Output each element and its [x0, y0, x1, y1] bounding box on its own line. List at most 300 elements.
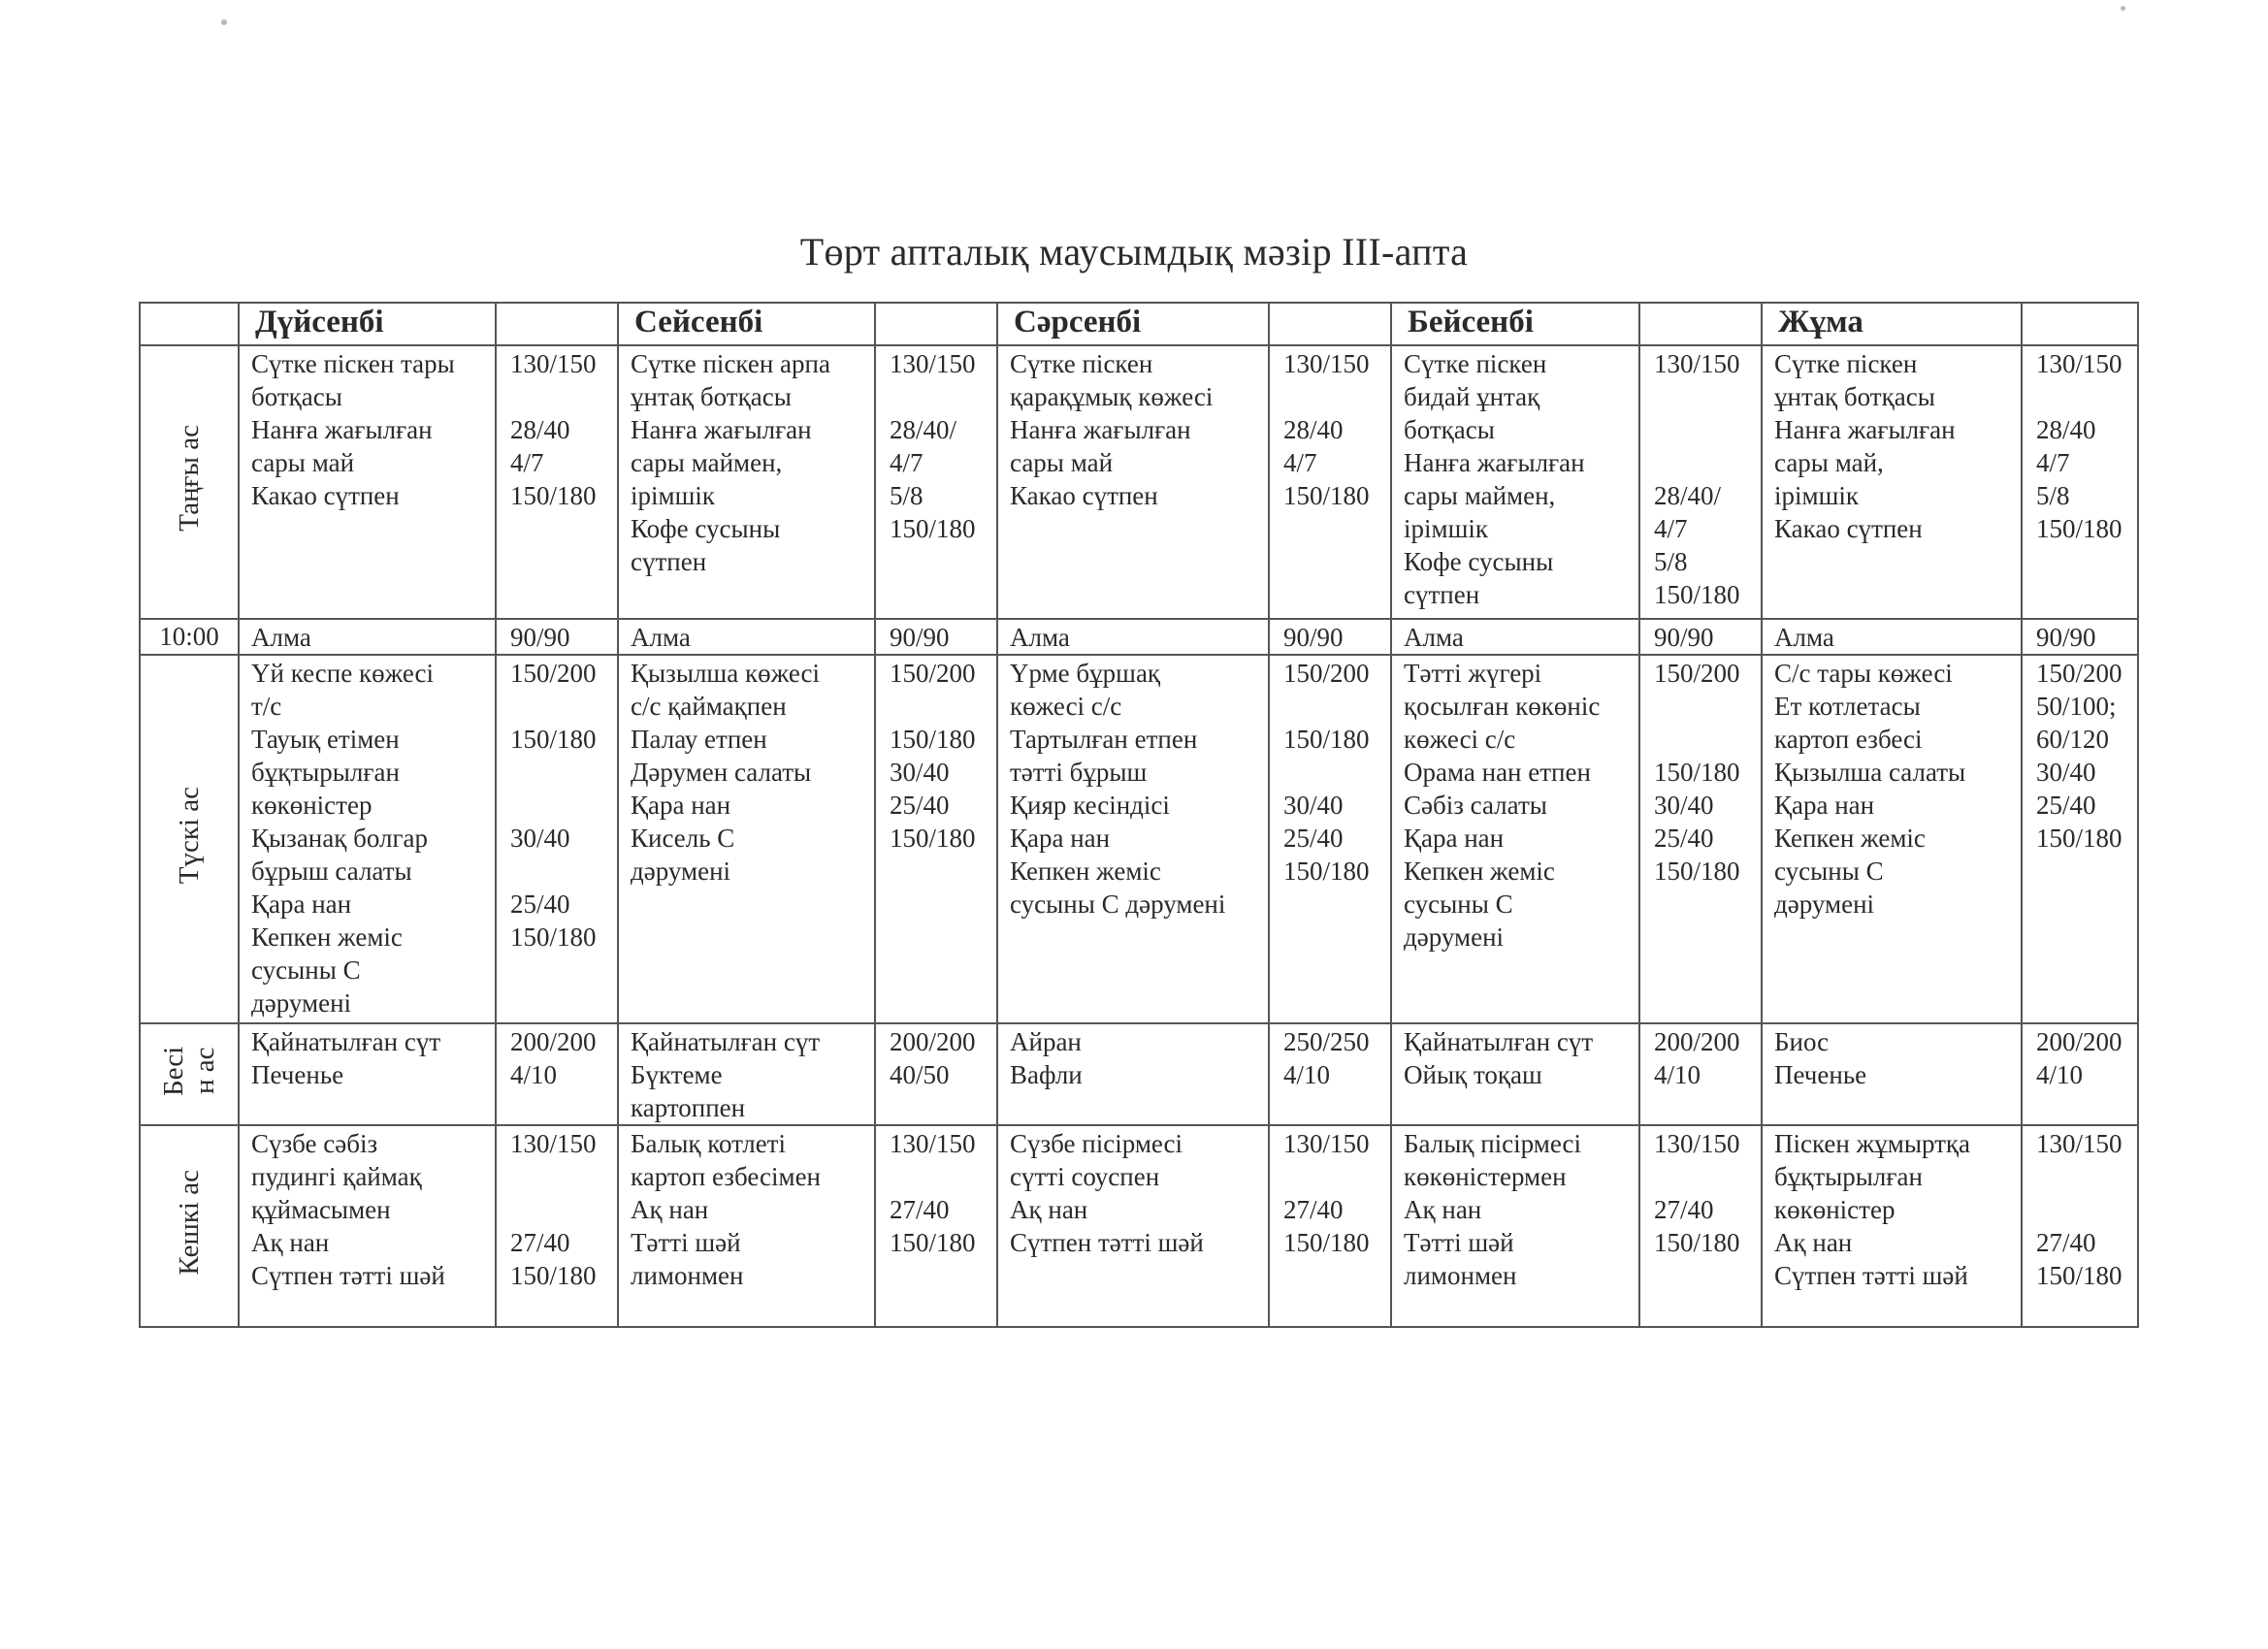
dish-line: Ақ нан	[1774, 1228, 1853, 1257]
portion-spacer	[1283, 756, 1382, 789]
header-row	[140, 303, 2138, 345]
portion-value: 4/10	[1283, 1060, 1331, 1089]
dish-line: дәрумені	[251, 988, 352, 1018]
portion-spacer	[890, 545, 988, 578]
dish-line: Кепкен жеміс	[1010, 857, 1161, 886]
dish-line: Тартылған етпен	[1010, 725, 1198, 754]
portion-cell	[1639, 1023, 1762, 1125]
dish-line: сусыны С	[1774, 857, 1884, 886]
portion-value: 150/180	[1654, 580, 1740, 609]
meal-label: Кешкі ас	[174, 1169, 205, 1276]
portion-value: 130/150	[510, 349, 597, 378]
dish-cell	[997, 1023, 1269, 1125]
dish-line: бұқтырылған	[251, 758, 400, 787]
portion-value: 27/40	[510, 1228, 570, 1257]
portion-value: 150/200	[2036, 659, 2122, 688]
portion-spacer	[890, 1259, 988, 1292]
dish-line: Кепкен жеміс	[1774, 824, 1926, 853]
portion-value: 150/180	[890, 514, 976, 543]
dish-cell	[239, 1023, 496, 1125]
dish-line: Ойық тоқаш	[1404, 1060, 1542, 1089]
qty-header-cell	[1269, 303, 1391, 345]
portion-spacer	[1283, 888, 1382, 921]
portion-value: 25/40	[510, 889, 570, 919]
dish-line: Ақ нан	[251, 1228, 330, 1257]
portion-spacer	[510, 986, 609, 1019]
dish-line: Тәтті шәй	[1404, 1228, 1514, 1257]
menu-table	[139, 302, 2139, 1328]
dish-line: Алма	[1404, 623, 1464, 652]
portion-spacer	[510, 1160, 609, 1193]
dish-cell	[1391, 345, 1639, 619]
portion-cell	[2022, 619, 2138, 655]
dish-line: Қара нан	[1010, 824, 1111, 853]
portion-spacer	[1654, 888, 1753, 921]
dish-cell	[618, 1125, 875, 1327]
portion-value: 28/40/	[890, 415, 957, 444]
portion-cell	[2022, 1023, 2138, 1125]
dish-line: пудингі қаймақ	[251, 1162, 422, 1191]
dish-line: Кофе сусыны	[631, 514, 781, 543]
meal-label	[158, 1027, 220, 1115]
portion-cell	[1269, 655, 1391, 1023]
portion-value: 5/8	[890, 481, 923, 510]
portion-value: 25/40	[1654, 824, 1714, 853]
portion-value: 130/150	[2036, 349, 2122, 378]
dish-line: Кисель С	[631, 824, 735, 853]
portion-cell	[1269, 619, 1391, 655]
scan-speck	[221, 19, 227, 25]
dish-line: қарақұмық көжесі	[1010, 382, 1214, 411]
portion-value: 90/90	[1654, 623, 1714, 652]
dish-line: Ақ нан	[631, 1195, 709, 1224]
portion-value: 150/180	[2036, 514, 2122, 543]
dish-line: С/с тары көжесі	[1774, 659, 1953, 688]
dish-line: т/с	[251, 692, 282, 721]
portion-value: 4/10	[2036, 1060, 2084, 1089]
dish-line: сары май,	[1774, 448, 1884, 477]
portion-value: 130/150	[1283, 1129, 1370, 1158]
portion-value: 200/200	[1654, 1027, 1740, 1056]
dish-line: сусыны С	[1404, 889, 1513, 919]
portion-value: 250/250	[1283, 1027, 1370, 1056]
portion-value: 150/180	[890, 725, 976, 754]
portion-value: 90/90	[890, 623, 950, 652]
dish-line: Ақ нан	[1010, 1195, 1088, 1224]
dish-cell	[1762, 1023, 2022, 1125]
portion-cell	[496, 655, 618, 1023]
dish-line: Биос	[1774, 1027, 1830, 1056]
portion-value: 200/200	[890, 1027, 976, 1056]
dish-line: Үрме бұршақ	[1010, 659, 1161, 688]
dish-line: Балық котлеті	[631, 1129, 786, 1158]
portion-spacer	[2036, 1160, 2129, 1193]
scan-speck	[2121, 6, 2125, 11]
dish-line: с/с қаймақпен	[631, 692, 787, 721]
portion-value: 130/150	[890, 1129, 976, 1158]
portion-spacer	[1654, 921, 1753, 954]
portion-value: 130/150	[1654, 349, 1740, 378]
portion-cell	[1269, 1125, 1391, 1327]
portion-value: 27/40	[2036, 1228, 2096, 1257]
portion-value: 30/40	[1283, 791, 1344, 820]
dish-line: Тәтті жүгері	[1404, 659, 1542, 688]
portion-spacer	[510, 1193, 609, 1226]
portion-value: 4/7	[510, 448, 544, 477]
portion-value: 150/200	[1654, 659, 1740, 688]
dish-line: Какао сүтпен	[251, 481, 400, 510]
dish-line: Қара нан	[251, 889, 352, 919]
portion-value: 4/10	[510, 1060, 558, 1089]
dish-line: Нанға жағылған	[1404, 448, 1585, 477]
portion-value: 30/40	[510, 824, 570, 853]
dish-line: сүтпен	[1404, 580, 1480, 609]
portion-cell	[875, 619, 997, 655]
dish-line: Нанға жағылған	[251, 415, 433, 444]
dish-line: Сүтке піскен	[1774, 349, 1918, 378]
portion-cell	[2022, 345, 2138, 619]
dish-line: көжесі с/с	[1010, 692, 1122, 721]
portion-value: 28/40	[510, 415, 570, 444]
portion-spacer	[2036, 855, 2129, 888]
dish-line: лимонмен	[631, 1261, 744, 1290]
dish-cell	[997, 345, 1269, 619]
portion-value: 60/120	[2036, 725, 2110, 754]
dish-line: Қайнатылған сүт	[251, 1027, 441, 1056]
meal-label-cell	[140, 1023, 239, 1125]
dish-line: Печенье	[1774, 1060, 1867, 1089]
dish-line: ірімшік	[1774, 481, 1859, 510]
dish-line: сусыны С дәрумені	[1010, 889, 1226, 919]
portion-spacer	[2036, 1193, 2129, 1226]
dish-line: Қызылша көжесі	[631, 659, 821, 688]
portion-value: 28/40	[2036, 415, 2096, 444]
dish-line: тәтті бұрыш	[1010, 758, 1148, 787]
portion-value: 30/40	[2036, 758, 2096, 787]
dish-line: сары май	[1010, 448, 1114, 477]
portion-cell	[1639, 655, 1762, 1023]
portion-value: 25/40	[2036, 791, 2096, 820]
portion-value: 4/7	[1283, 448, 1317, 477]
dish-line: Сүзбе пісірмесі	[1010, 1129, 1183, 1158]
portion-spacer	[1654, 723, 1753, 756]
dish-line: Айран	[1010, 1027, 1082, 1056]
meal-label: Түскі ас	[174, 786, 205, 885]
dish-line: картоп езбесімен	[631, 1162, 822, 1191]
meal-row-dinner	[140, 1125, 2138, 1327]
portion-cell	[875, 1023, 997, 1125]
portion-cell	[2022, 655, 2138, 1023]
portion-value: 150/200	[1283, 659, 1370, 688]
dish-line: Ақ нан	[1404, 1195, 1482, 1224]
portion-value: 90/90	[510, 623, 570, 652]
dish-line: ірімшік	[631, 481, 715, 510]
portion-cell	[1639, 1125, 1762, 1327]
meal-label-line: н ас	[189, 1047, 220, 1094]
portion-value: 28/40	[1283, 415, 1344, 444]
dish-line: Ет котлетасы	[1774, 692, 1921, 721]
portion-spacer	[1654, 380, 1753, 413]
portion-value: 150/180	[1283, 725, 1370, 754]
portion-spacer	[510, 789, 609, 822]
portion-spacer	[510, 855, 609, 888]
dish-line: Алма	[631, 623, 691, 652]
meal-label: Таңғы ас	[174, 425, 205, 532]
portion-spacer	[1283, 690, 1382, 723]
meal-label-cell	[140, 1125, 239, 1327]
portion-spacer	[1654, 1259, 1753, 1292]
portion-spacer	[2036, 888, 2129, 921]
meal-label-cell	[140, 655, 239, 1023]
portion-cell	[1269, 1023, 1391, 1125]
portion-spacer	[1283, 380, 1382, 413]
qty-header-cell	[2022, 303, 2138, 345]
portion-spacer	[1654, 690, 1753, 723]
dish-line: Алма	[1774, 623, 1834, 652]
dish-cell	[1762, 1125, 2022, 1327]
dish-line: Сәбіз салаты	[1404, 791, 1547, 820]
dish-line: дәрумені	[1774, 889, 1875, 919]
dish-cell	[618, 345, 875, 619]
portion-spacer	[890, 1091, 988, 1124]
portion-value: 150/180	[1654, 1228, 1740, 1257]
meal-time-label: 10:00	[140, 619, 239, 655]
dish-line: Какао сүтпен	[1774, 514, 1923, 543]
dish-cell	[997, 619, 1269, 655]
meal-label-cell	[140, 345, 239, 619]
dish-line: Нанға жағылған	[631, 415, 812, 444]
portion-value: 150/180	[1283, 481, 1370, 510]
portion-value: 5/8	[1654, 547, 1688, 576]
dish-line: көкөністер	[251, 791, 373, 820]
portion-value: 200/200	[2036, 1027, 2122, 1056]
day-header-friday: Жұма	[1762, 303, 2022, 345]
dish-line: сары маймен,	[1404, 481, 1556, 510]
portion-value: 40/50	[890, 1060, 950, 1089]
meal-row-lunch	[140, 655, 2138, 1023]
day-header-wednesday: Сәрсенбі	[997, 303, 1269, 345]
dish-line: сусыны С	[251, 955, 361, 985]
dish-line: ірімшік	[1404, 514, 1488, 543]
dish-line: Кофе сусыны	[1404, 547, 1554, 576]
portion-spacer	[510, 380, 609, 413]
dish-line: картоп езбесі	[1774, 725, 1923, 754]
portion-value: 150/180	[2036, 824, 2122, 853]
dish-line: Қызылша салаты	[1774, 758, 1966, 787]
dish-line: сары май	[251, 448, 355, 477]
qty-header-cell	[1639, 303, 1762, 345]
portion-value: 150/180	[510, 1261, 597, 1290]
portion-cell	[875, 1125, 997, 1327]
dish-line: Қара нан	[1404, 824, 1505, 853]
dish-cell	[1391, 655, 1639, 1023]
dish-cell	[1391, 1023, 1639, 1125]
portion-value: 150/180	[890, 1228, 976, 1257]
dish-line: ұнтақ ботқасы	[631, 382, 792, 411]
dish-line: Тауық етімен	[251, 725, 400, 754]
portion-value: 28/40/	[1654, 481, 1722, 510]
portion-value: 5/8	[2036, 481, 2070, 510]
dish-cell	[1762, 345, 2022, 619]
portion-value: 150/180	[1654, 758, 1740, 787]
day-header-tuesday: Сейсенбі	[618, 303, 875, 345]
dish-line: бидай ұнтақ	[1404, 382, 1540, 411]
dish-line: Сүтпен тәтті шәй	[1774, 1261, 1968, 1290]
portion-spacer	[1654, 446, 1753, 479]
portion-value: 25/40	[1283, 824, 1344, 853]
dish-line: Қара нан	[1774, 791, 1875, 820]
portion-value: 50/100;	[2036, 692, 2117, 721]
dish-cell	[997, 655, 1269, 1023]
portion-value: 150/180	[510, 725, 597, 754]
dish-cell	[239, 619, 496, 655]
dish-line: Кепкен жеміс	[251, 922, 403, 952]
meal-label-line: Бесі	[158, 1045, 189, 1096]
qty-header-cell	[875, 303, 997, 345]
portion-value: 27/40	[1654, 1195, 1714, 1224]
dish-line: Қайнатылған сүт	[631, 1027, 821, 1056]
dish-line: Тәтті шәй	[631, 1228, 741, 1257]
portion-spacer	[2036, 380, 2129, 413]
portion-spacer	[1654, 413, 1753, 446]
portion-cell	[496, 345, 618, 619]
dish-line: Нанға жағылған	[1010, 415, 1191, 444]
dish-line: картоппен	[631, 1093, 746, 1122]
portion-cell	[875, 345, 997, 619]
portion-value: 27/40	[1283, 1195, 1344, 1224]
dish-cell	[618, 619, 875, 655]
dish-line: ботқасы	[1404, 415, 1495, 444]
meal-row-afternoon-snack	[140, 1023, 2138, 1125]
portion-value: 25/40	[890, 791, 950, 820]
dish-line: ботқасы	[251, 382, 342, 411]
dish-line: Какао сүтпен	[1010, 481, 1158, 510]
corner-cell	[140, 303, 239, 345]
dish-line: Қайнатылған сүт	[1404, 1027, 1594, 1056]
dish-line: сүтті соуспен	[1010, 1162, 1160, 1191]
portion-spacer	[890, 380, 988, 413]
portion-spacer	[890, 1160, 988, 1193]
portion-value: 130/150	[2036, 1129, 2122, 1158]
portion-value: 150/180	[890, 824, 976, 853]
dish-line: ұнтақ ботқасы	[1774, 382, 1935, 411]
portion-spacer	[1654, 1160, 1753, 1193]
portion-value: 150/200	[510, 659, 597, 688]
day-header-thursday: Бейсенбі	[1391, 303, 1639, 345]
dish-line: Орама нан етпен	[1404, 758, 1591, 787]
portion-cell	[1269, 345, 1391, 619]
portion-spacer	[510, 690, 609, 723]
dish-line: Қызанақ болгар	[251, 824, 429, 853]
portion-value: 130/150	[1654, 1129, 1740, 1158]
dish-line: Дәрумен салаты	[631, 758, 812, 787]
portion-value: 27/40	[890, 1195, 950, 1224]
portion-value: 130/150	[1283, 349, 1370, 378]
dish-cell	[1762, 655, 2022, 1023]
page-title: Төрт апталық маусымдық мәзір III-апта	[799, 230, 1469, 274]
dish-line: Сүтке піскен	[1404, 349, 1547, 378]
portion-spacer	[510, 756, 609, 789]
meal-row-snack-1000	[140, 619, 2138, 655]
portion-value: 150/180	[510, 481, 597, 510]
day-header-monday: Дүйсенбі	[239, 303, 496, 345]
dish-cell	[239, 345, 496, 619]
portion-value: 4/10	[1654, 1060, 1701, 1089]
portion-spacer	[1283, 1160, 1382, 1193]
portion-value: 4/7	[1654, 514, 1688, 543]
dish-cell	[1391, 619, 1639, 655]
portion-value: 130/150	[890, 349, 976, 378]
portion-value: 4/7	[890, 448, 923, 477]
dish-line: Үй кеспе көжесі	[251, 659, 435, 688]
dish-line: дәрумені	[631, 857, 731, 886]
portion-spacer	[890, 855, 988, 888]
dish-cell	[239, 655, 496, 1023]
portion-value: 130/150	[510, 1129, 597, 1158]
portion-value: 150/180	[1283, 857, 1370, 886]
dish-line: Қияр кесіндісі	[1010, 791, 1170, 820]
dish-line: Сүтпен тәтті шәй	[251, 1261, 445, 1290]
portion-value: 150/180	[510, 922, 597, 952]
dish-cell	[1391, 1125, 1639, 1327]
dish-line: Бүктеме	[631, 1060, 723, 1089]
dish-line: сары маймен,	[631, 448, 783, 477]
dish-line: Кепкен жеміс	[1404, 857, 1555, 886]
portion-value: 150/200	[890, 659, 976, 688]
dish-line: құймасымен	[251, 1195, 391, 1224]
dish-line: қосылған көкөніс	[1404, 692, 1601, 721]
dish-line: Піскен жұмыртқа	[1774, 1129, 1971, 1158]
dish-line: Сүзбе сәбіз	[251, 1129, 378, 1158]
qty-header-cell	[496, 303, 618, 345]
dish-line: Палау етпен	[631, 725, 767, 754]
portion-cell	[2022, 1125, 2138, 1327]
portion-spacer	[510, 954, 609, 986]
portion-value: 4/7	[2036, 448, 2070, 477]
dish-line: Нанға жағылған	[1774, 415, 1956, 444]
portion-cell	[1639, 345, 1762, 619]
portion-value: 90/90	[2036, 623, 2096, 652]
meal-row-breakfast	[140, 345, 2138, 619]
dish-cell	[618, 655, 875, 1023]
portion-cell	[496, 619, 618, 655]
dish-line: Алма	[1010, 623, 1070, 652]
dish-line: бұрыш салаты	[251, 857, 412, 886]
portion-cell	[1639, 619, 1762, 655]
dish-line: Қара нан	[631, 791, 731, 820]
dish-cell	[997, 1125, 1269, 1327]
portion-cell	[875, 655, 997, 1023]
portion-value: 150/180	[2036, 1261, 2122, 1290]
dish-line: Сүтпен тәтті шәй	[1010, 1228, 1204, 1257]
dish-line: дәрумені	[1404, 922, 1505, 952]
portion-cell	[496, 1125, 618, 1327]
dish-line: Алма	[251, 623, 311, 652]
dish-line: Сүтке піскен арпа	[631, 349, 830, 378]
dish-line: сүтпен	[631, 547, 707, 576]
portion-cell	[496, 1023, 618, 1125]
dish-line: Вафли	[1010, 1060, 1083, 1089]
dish-line: көкөністер	[1774, 1195, 1895, 1224]
dish-line: лимонмен	[1404, 1261, 1517, 1290]
portion-value: 30/40	[1654, 791, 1714, 820]
portion-value: 150/180	[1283, 1228, 1370, 1257]
dish-line: Сүтке піскен	[1010, 349, 1153, 378]
portion-value: 200/200	[510, 1027, 597, 1056]
dish-line: Печенье	[251, 1060, 344, 1089]
portion-value: 150/180	[1654, 857, 1740, 886]
dish-line: Балық пісірмесі	[1404, 1129, 1581, 1158]
